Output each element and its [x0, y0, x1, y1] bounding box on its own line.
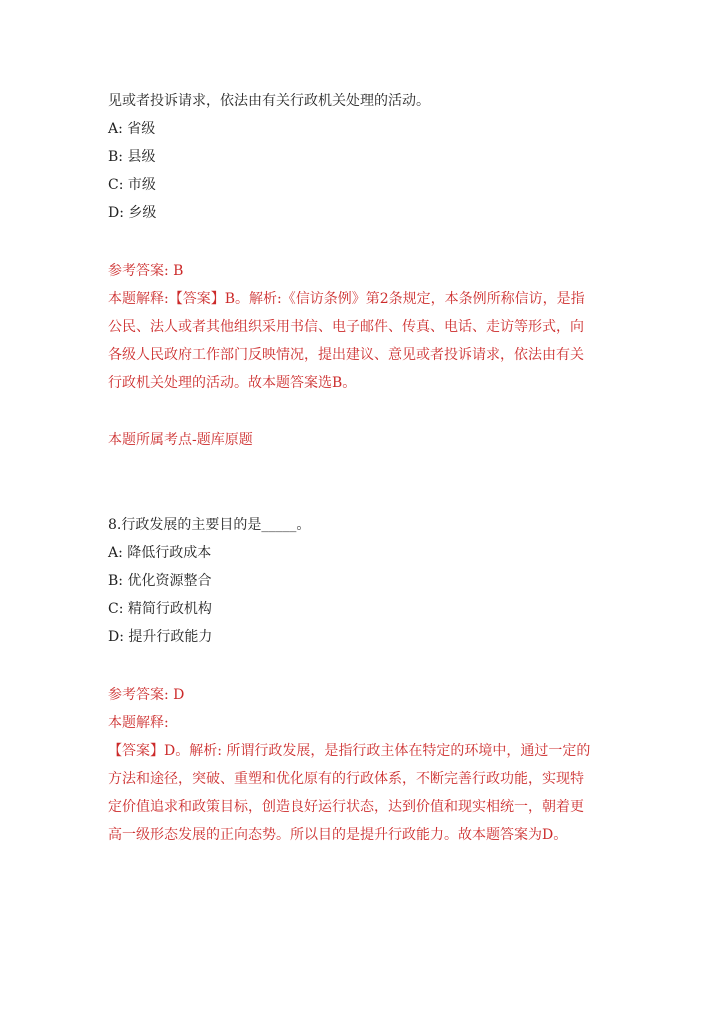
- option-c: C: 市级: [108, 177, 156, 193]
- question-7: [108, 87, 613, 227]
- explanation-line: 本题解释:【答案】B。解析:《信访条例》第2条规定，本条例所称信访，是指: [108, 291, 585, 307]
- question-stem: 见或者投诉请求，依法由有关行政机关处理的活动。: [108, 93, 430, 109]
- option-d: D: 提升行政能力: [108, 629, 213, 645]
- explanation-line: 方法和途径，突破、重塑和优化原有的行政体系，不断完善行政功能，实现特: [108, 771, 584, 787]
- explanation-line: 定价值追求和政策目标，创造良好运行状态，达到价值和现实相统一，朝着更: [108, 799, 584, 815]
- reference-answer: 参考答案: B: [108, 263, 184, 279]
- option-b: B: 县级: [108, 149, 156, 165]
- option-c: C: 精简行政机构: [108, 601, 212, 617]
- explanation-line: 公民、法人或者其他组织采用书信、电子邮件、传真、电话、走访等形式，向: [108, 319, 584, 335]
- topic-note: [108, 426, 613, 454]
- explanation-line: 行政机关处理的活动。故本题答案选B。: [108, 375, 357, 391]
- explanation-label: 本题解释:: [108, 715, 169, 731]
- explanation-line: 各级人民政府工作部门反映情况，提出建议、意见或者投诉请求，依法由有关: [108, 347, 584, 363]
- option-b: B: 优化资源整合: [108, 573, 212, 589]
- answer-block-8: [108, 681, 613, 849]
- option-a: A: 省级: [108, 121, 156, 137]
- explanation-line: 高一级形态发展的正向态势。所以目的是提升行政能力。故本题答案为D。: [108, 827, 568, 843]
- option-d: D: 乡级: [108, 205, 157, 221]
- question-stem: 8.行政发展的主要目的是_____。: [108, 517, 311, 533]
- answer-block-7: [108, 257, 613, 397]
- question-8: [108, 511, 613, 651]
- option-a: A: 降低行政成本: [108, 545, 212, 561]
- topic-label: 本题所属考点-题库原题: [108, 432, 253, 448]
- explanation-line: 【答案】D。解析: 所谓行政发展，是指行政主体在特定的环境中，通过一定的: [108, 743, 591, 759]
- reference-answer: 参考答案: D: [108, 687, 185, 703]
